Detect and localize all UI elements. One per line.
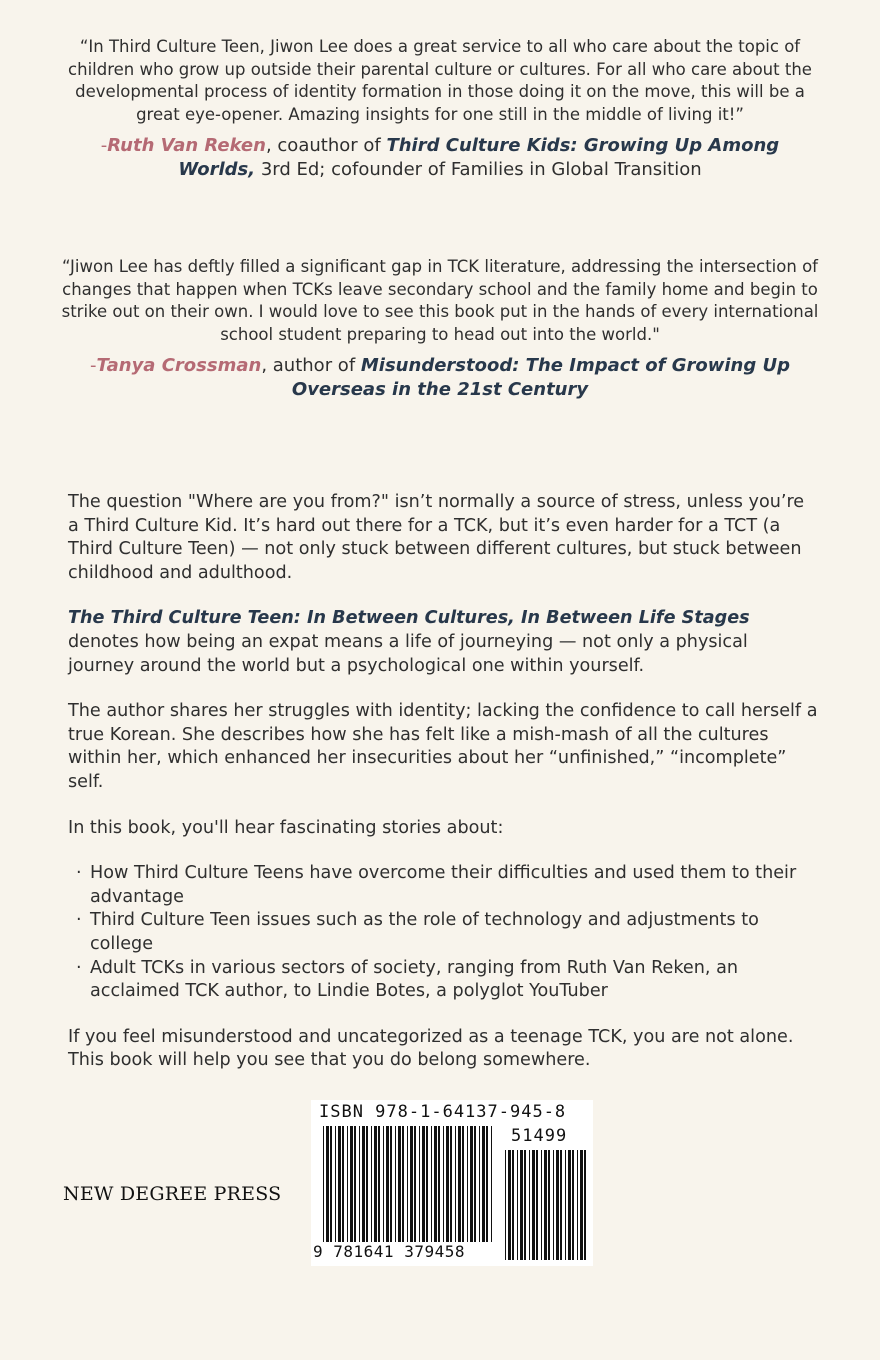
barcode-bar [410, 1126, 413, 1242]
barcode-bar [491, 1126, 492, 1242]
list-item: · How Third Culture Teens have overcome their difficulties and used them to their advantage [76, 862, 818, 909]
barcode-bar [520, 1150, 523, 1260]
barcode-bar [577, 1150, 578, 1260]
barcode-bar [560, 1150, 562, 1260]
endorser-book-title: Third Culture Kids: Growing Up Among Worlds, [178, 135, 780, 180]
publisher-name: NEW DEGREE PRESS [63, 1183, 282, 1205]
barcode-bar [398, 1126, 401, 1242]
barcode-bar [438, 1126, 440, 1242]
barcode-bar [335, 1126, 336, 1242]
barcode-bar [584, 1150, 586, 1260]
barcode-bar [486, 1126, 488, 1242]
barcode-bar [330, 1126, 332, 1242]
stories-list [68, 862, 818, 1004]
barcode-bar [366, 1126, 368, 1242]
barcode-bar [395, 1126, 396, 1242]
barcode-bar [458, 1126, 461, 1242]
barcode-bar [323, 1126, 324, 1242]
barcode-bar [544, 1150, 547, 1260]
description-paragraph-2-rest: denotes how being an expat means a life of journeying — not only a physical journey around the world but a psychological one within yourself. [68, 631, 748, 676]
description-paragraph-5: If you feel misunderstood and uncategorized as a teenage TCK, you are not alone. This book will help you see that you do belong somewhere. [68, 1026, 794, 1071]
endorser-book-title: Misunderstood: The Impact of Growing Up Overseas in the 21st Century [291, 355, 791, 400]
endorsement-ruth-van-reken [60, 36, 820, 182]
barcode-bar [474, 1126, 476, 1242]
barcode-bar [450, 1126, 452, 1242]
barcode-bar [431, 1126, 432, 1242]
endorser-role: , author of [261, 355, 361, 376]
barcode-bar [517, 1150, 518, 1260]
endorsement-tanya-crossman [60, 256, 820, 402]
barcode-bar [572, 1150, 574, 1260]
endorsement-text: “Jiwon Lee has deftly filled a significant gap in TCK literature, addressing the intersection of changes that happen when TCKs leave secondary school and the family home and begin to strike out on their own. I would love to see this book put in the hands of every international school student preparing to head out into the world." [61, 257, 819, 344]
barcode-bar [407, 1126, 408, 1242]
barcode-bar [446, 1126, 449, 1242]
barcode-bar [362, 1126, 365, 1242]
barcode-bar [347, 1126, 348, 1242]
barcode-bar [532, 1150, 535, 1260]
endorsement-text: “In Third Culture Teen, Jiwon Lee does a great service to all who care about the topic of children who grow up outside their parental culture or cultures. For all who care about the developmental process of identity formation in those doing it on the move, this will be a great eye-opener. Amazing insights for one still in the middle of living it!” [68, 37, 812, 124]
price-code: 51499 [511, 1126, 568, 1146]
barcode-bar [422, 1126, 425, 1242]
description-paragraph-1: The question "Where are you from?" isn’t normally a source of stress, unless you’re a Third Culture Kid. It’s hard out there for a TCK, but it’s even harder for a TCT (a Third Culture Teen) — not only stuck between different cultures, but stuck between childhood and adulthood. [68, 492, 805, 583]
barcode-bar [462, 1126, 464, 1242]
barcode-bar [378, 1126, 380, 1242]
barcode-bar [556, 1150, 559, 1260]
endorser-name: Ruth Van Reken [107, 135, 266, 156]
barcode-bar [482, 1126, 485, 1242]
barcode-bar [371, 1126, 372, 1242]
barcode-bar [512, 1150, 514, 1260]
barcode-bar [568, 1150, 571, 1260]
description-paragraph-4: In this book, you'll hear fascinating stories about: [68, 817, 504, 838]
barcode-bar [434, 1126, 437, 1242]
barcode-bar [553, 1150, 554, 1260]
isbn-barcode [311, 1100, 593, 1266]
barcode-bar [580, 1150, 583, 1260]
barcode-bar [467, 1126, 468, 1242]
barcode-bar [354, 1126, 356, 1242]
attribution-dash: - [89, 355, 97, 376]
barcode-bar [524, 1150, 526, 1260]
barcode-bar [541, 1150, 542, 1260]
barcode-bar [402, 1126, 404, 1242]
barcode-bar [548, 1150, 550, 1260]
isbn-digits: 9 781641 379458 [313, 1242, 465, 1261]
barcode-bar [338, 1126, 341, 1242]
barcode-bar [359, 1126, 360, 1242]
barcode-bar [505, 1150, 506, 1260]
isbn-label: ISBN 978-1-64137-945-8 [319, 1102, 567, 1122]
barcode-bar [479, 1126, 480, 1242]
barcode-bar [470, 1126, 473, 1242]
endorser-extra: 3rd Ed; cofounder of Families in Global Transition [255, 159, 702, 180]
barcode-bar [455, 1126, 456, 1242]
list-item: · Adult TCKs in various sectors of society, ranging from Ruth Van Reken, an acclaimed TCK author, to Lindie Botes, a polyglot YouTuber [76, 957, 818, 1004]
description-paragraph-2 [68, 607, 818, 678]
barcode-bar [386, 1126, 389, 1242]
endorser-name: Tanya Crossman [96, 355, 262, 376]
barcode-bar [426, 1126, 428, 1242]
barcode-bar [443, 1126, 444, 1242]
description-paragraph-3: The author shares her struggles with identity; lacking the confidence to call herself a true Korean. She describes how she has felt like a mish-mash of all the cultures within her, which enhanced her insecurities about her “unfinished,” “incomplete” self. [68, 701, 818, 792]
endorsement-attribution [60, 134, 820, 182]
barcode-bar [326, 1126, 329, 1242]
barcode-bar [350, 1126, 353, 1242]
barcode-bar [383, 1126, 384, 1242]
barcode-bar [565, 1150, 566, 1260]
endorser-role: , coauthor of [265, 135, 387, 156]
barcode-bar [342, 1126, 344, 1242]
book-full-title: The Third Culture Teen: In Between Cultures, In Between Life Stages [68, 608, 750, 629]
attribution-dash: - [100, 135, 108, 156]
barcode-bar [374, 1126, 377, 1242]
barcode-bar [529, 1150, 530, 1260]
list-item: · Third Culture Teen issues such as the role of technology and adjustments to college [76, 909, 818, 956]
barcode-bar [536, 1150, 538, 1260]
barcode-bar [414, 1126, 416, 1242]
barcode-bar [390, 1126, 392, 1242]
barcode-bar [419, 1126, 420, 1242]
barcode-bar [508, 1150, 511, 1260]
book-description [68, 491, 818, 1095]
endorsement-attribution [60, 354, 820, 402]
